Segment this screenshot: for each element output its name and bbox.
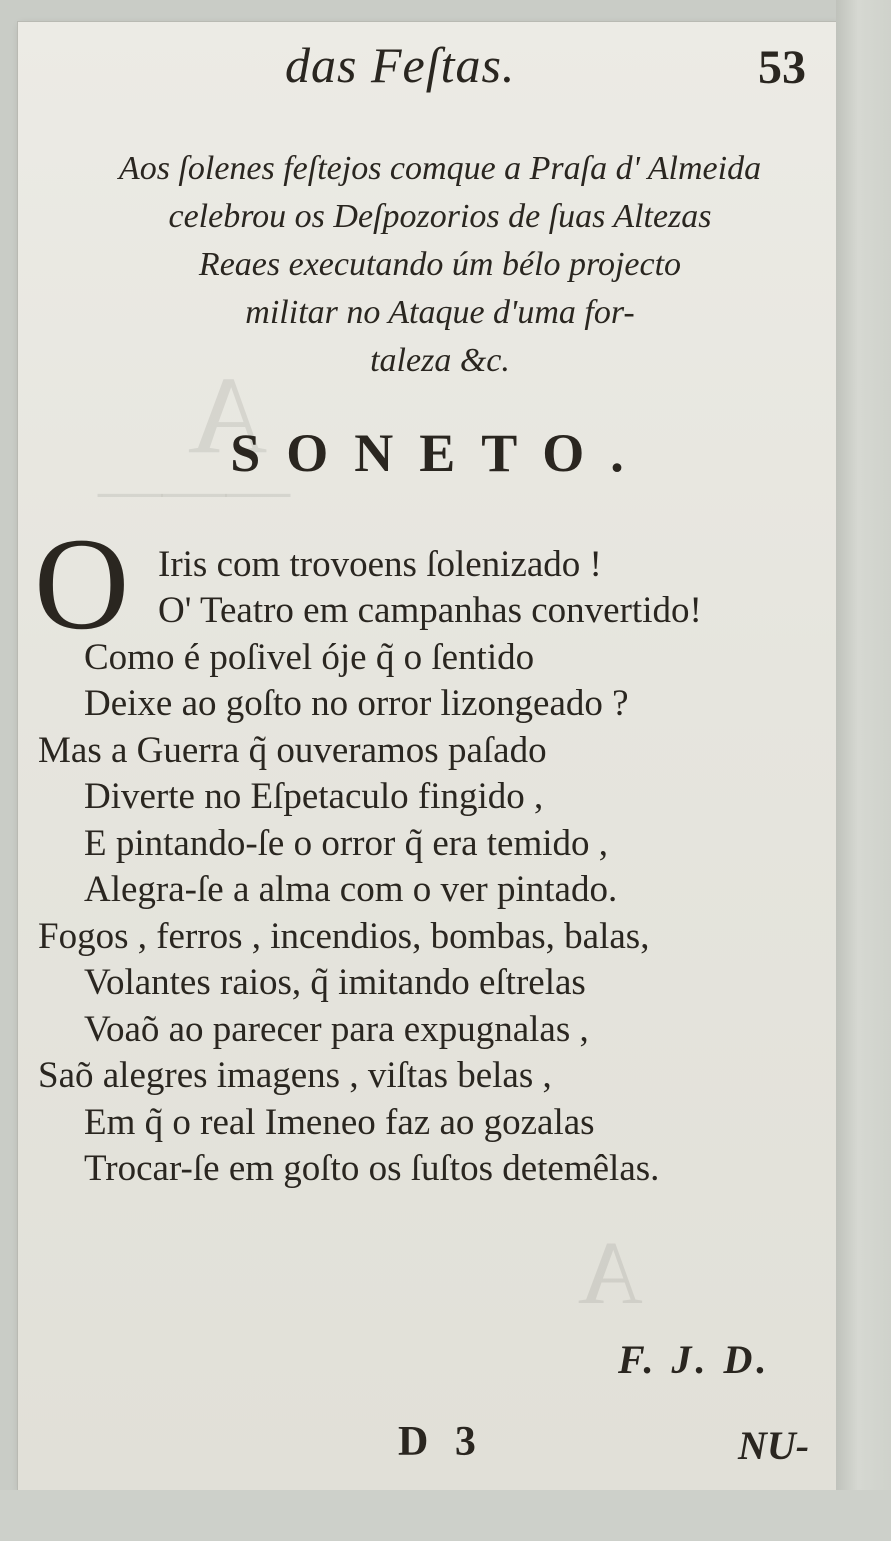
poem-line: Alegra-ſe a alma com o ver pintado. (84, 869, 618, 910)
page-bottom-edge (0, 1490, 891, 1541)
heading-line: celebrou os Deſpozorios de ſuas Altezas (168, 198, 712, 235)
page-number: 53 (758, 41, 806, 94)
poem-line: E pintando-ſe o orror q̃ era temido , (84, 823, 608, 864)
show-through-mark: A (578, 1224, 643, 1323)
running-title: das Feſtas. (285, 37, 516, 93)
poem-line: Fogos , ferros , incendios, bombas, balas, (38, 916, 650, 957)
catchword: NU- (738, 1423, 810, 1468)
poem-line: Em q̃ o real Imeneo faz ao gozalas (84, 1102, 595, 1143)
poem-line: Diverte no Eſpetaculo fingido , (84, 776, 544, 817)
show-through-mark: ——— (98, 453, 290, 524)
poem-line: Saõ alegres imagens , viſtas belas , (38, 1055, 552, 1096)
page-edge (836, 0, 891, 1541)
drop-cap: O (34, 510, 130, 657)
heading-line: militar no Ataque d'uma for- (245, 294, 635, 331)
heading-line: taleza &c. (370, 342, 510, 379)
heading-line: Aos ſolenes feſtejos comque a Praſa d' Almeida (118, 150, 762, 187)
sonnet-title: SONETO. (230, 423, 650, 483)
poem-line: Deixe ao goſto no orror lizongeado ? (84, 683, 629, 724)
show-through-mark: A (188, 354, 268, 476)
dedication-heading (40, 145, 840, 385)
poem-line: Voaõ ao parecer para expugnalas , (84, 1009, 589, 1050)
poem-line: Volantes raios, q̃ imitando eſtrelas (84, 962, 586, 1003)
poem-line: Mas a Guerra q̃ ouveramos paſado (38, 730, 547, 771)
author-initials: F. J. D. (618, 1337, 771, 1382)
poem-line: Iris com trovoens ſolenizado ! (158, 544, 602, 585)
heading-line: Reaes executando úm bélo projecto (198, 246, 682, 283)
poem-line: O' Teatro em campanhas convertido! (158, 590, 702, 631)
signature-mark: D 3 (398, 1419, 484, 1465)
poem-line: Como é poſivel óje q̃ o ſentido (84, 637, 535, 678)
poem-line: Trocar-ſe em goſto os ſuſtos detemêlas. (84, 1148, 660, 1189)
